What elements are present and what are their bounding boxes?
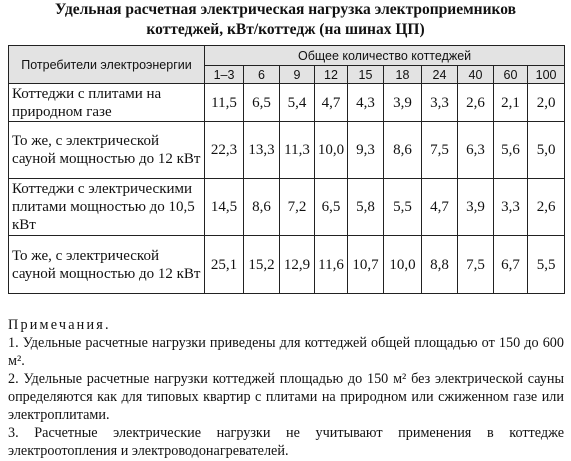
table-row	[9, 236, 565, 294]
table-cell: 4,3	[348, 84, 384, 122]
table-cell: 11,6	[315, 236, 348, 294]
column-header: 15	[348, 66, 384, 84]
consumer-header: Потребители электроэнергии	[9, 46, 205, 84]
table-cell: 6,7	[494, 236, 528, 294]
table-cell: 5,0	[528, 122, 565, 179]
column-header: 40	[458, 66, 494, 84]
note-item: 3. Расчетные электрические нагрузки не учитывают применения в коттедже электроотопления и электроводонагревателей.	[8, 425, 564, 459]
table-cell: 3,9	[384, 84, 422, 122]
column-header: 9	[280, 66, 315, 84]
note-item: 2. Удельные расчетные нагрузки коттеджей площадью до 150 м² без электрической сауны определяются как для типовых квартир с плитами на природном или сжиженном газе или электроплитами.	[8, 371, 564, 423]
table-row	[9, 84, 565, 122]
table-cell: 8,6	[244, 179, 280, 236]
table-cell: 2,6	[528, 179, 565, 236]
table-cell: 6,3	[458, 122, 494, 179]
title-line-2: коттеджей, кВт/коттедж (на шинах ЦП)	[146, 21, 425, 38]
table-cell: 5,6	[494, 122, 528, 179]
column-header: 60	[494, 66, 528, 84]
table-cell: 7,5	[422, 122, 458, 179]
table-row	[9, 122, 565, 179]
table-cell: 6,5	[244, 84, 280, 122]
title-line-1: Удельная расчетная электрическая нагрузка электроприемников	[54, 1, 516, 18]
table-cell: 12,9	[280, 236, 315, 294]
table-cell: 2,6	[458, 84, 494, 122]
table-cell: 8,6	[384, 122, 422, 179]
note-item: 1. Удельные расчетные нагрузки приведены для коттеджей общей площадью от 150 до 600 м².	[8, 335, 564, 369]
table-cell: 4,7	[315, 84, 348, 122]
table-cell: 8,8	[422, 236, 458, 294]
table-cell: 22,3	[205, 122, 244, 179]
table-cell: 4,7	[422, 179, 458, 236]
table-cell: 13,3	[244, 122, 280, 179]
table-cell: 11,3	[280, 122, 315, 179]
table-cell: 5,5	[384, 179, 422, 236]
column-header: 12	[315, 66, 348, 84]
table-row	[9, 179, 565, 236]
column-header: 18	[384, 66, 422, 84]
cottage-count-header: Общее количество коттеджей	[205, 46, 565, 66]
column-header: 100	[528, 66, 565, 84]
table-cell: 5,8	[348, 179, 384, 236]
table-cell: 11,5	[205, 84, 244, 122]
table-cell: 7,2	[280, 179, 315, 236]
table-cell: 5,5	[528, 236, 565, 294]
row-label: То же, с электрической сауной мощностью до 12 кВт	[9, 236, 205, 294]
table-cell: 5,4	[280, 84, 315, 122]
load-table	[8, 45, 565, 294]
document-title	[0, 0, 571, 40]
row-label: То же, с электрической сауной мощностью до 12 кВт	[9, 122, 205, 179]
row-label: Коттеджи с плитами на природном газе	[9, 84, 205, 122]
table-cell: 25,1	[205, 236, 244, 294]
column-header: 24	[422, 66, 458, 84]
table-cell: 9,3	[348, 122, 384, 179]
table-cell: 3,9	[458, 179, 494, 236]
table-cell: 6,5	[315, 179, 348, 236]
table-cell: 2,0	[528, 84, 565, 122]
table-cell: 7,5	[458, 236, 494, 294]
table-cell: 10,7	[348, 236, 384, 294]
table-cell: 10,0	[315, 122, 348, 179]
table-cell: 2,1	[494, 84, 528, 122]
notes-section	[8, 316, 564, 460]
notes-heading: Примечания.	[8, 317, 111, 333]
row-label: Коттеджи с электрическими плитами мощностью до 10,5 кВт	[9, 179, 205, 236]
table-cell: 3,3	[422, 84, 458, 122]
column-header: 6	[244, 66, 280, 84]
table-cell: 15,2	[244, 236, 280, 294]
column-header: 1–3	[205, 66, 244, 84]
table-cell: 14,5	[205, 179, 244, 236]
table-cell: 10,0	[384, 236, 422, 294]
table-cell: 3,3	[494, 179, 528, 236]
